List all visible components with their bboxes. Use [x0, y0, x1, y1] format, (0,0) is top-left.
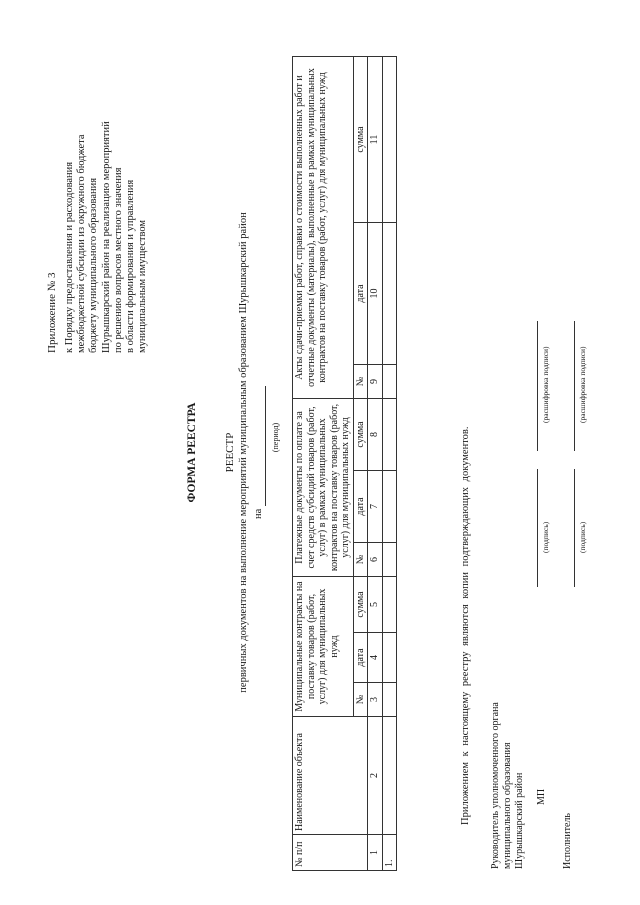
- period-line: [253, 0, 266, 905]
- executor-signature-line[interactable]: [574, 469, 575, 587]
- column-number: 10: [368, 222, 383, 364]
- head-label-line: Шурышкарский район: [514, 772, 525, 869]
- subheader-cell: сумма: [353, 56, 368, 222]
- header-contracts: Муниципальные контракты на поставку товаров (работ, услуг) для муниципальных нужд: [293, 576, 354, 716]
- row-object[interactable]: [382, 717, 397, 835]
- column-number: 6: [368, 542, 383, 576]
- head-decoding-line[interactable]: [537, 321, 538, 451]
- executor-label: Исполнитель: [562, 813, 573, 869]
- subheader-cell: №: [353, 364, 368, 398]
- column-number: 2: [368, 717, 383, 835]
- appendix-line: муниципальным имуществом: [137, 219, 149, 353]
- subheader-cell: дата: [353, 633, 368, 683]
- subheader-cell: дата: [353, 470, 368, 542]
- subheader-cell: №: [353, 683, 368, 717]
- head-label-line: Руководитель уполномоченного органа: [490, 702, 501, 869]
- appendix-line: по решению вопросов местного значения: [112, 167, 124, 353]
- register-table: [292, 56, 397, 871]
- period-blank[interactable]: [255, 386, 266, 506]
- head-label: [490, 669, 526, 869]
- header-num: № п/п: [293, 835, 368, 871]
- appendix-line: бюджету муниципального образования: [88, 177, 100, 353]
- appendix-line: к Порядку предоставления и расходования: [64, 161, 75, 353]
- table-cell[interactable]: [382, 222, 397, 364]
- subheader-cell: сумма: [353, 576, 368, 632]
- executor-signature-hint: (подпись): [578, 521, 587, 553]
- table-cell[interactable]: [382, 364, 397, 398]
- period-hint: (период): [271, 422, 280, 453]
- column-number: 7: [368, 470, 383, 542]
- table-cell[interactable]: [382, 398, 397, 470]
- executor-decoding-line[interactable]: [574, 321, 575, 451]
- header-acts: Акты сдачи-приемки работ, справки о стоимости выполненных работ и отчетные документы (материалы), выполненные в рамках муниципальных контрактов на поставку товаров (работ, услуг) для муниципальных нужд: [293, 56, 354, 398]
- register-title: РЕЕСТР: [224, 432, 236, 473]
- table-cell[interactable]: [382, 633, 397, 683]
- attachment-note: Приложением к настоящему реестру являются копии подтверждающих документов.: [460, 426, 471, 825]
- head-label-line: муниципального образования: [502, 742, 513, 869]
- header-payments: Платежные документы по оплате за счет средств субсидий товаров (работ, услуг) в рамках муниципальных контрактов на поставку товаров (работ, услуг) для муниципальных нужд: [293, 398, 354, 576]
- appendix-title: Приложение № 3: [46, 272, 58, 353]
- subheader-cell: сумма: [353, 398, 368, 470]
- column-number: 1: [368, 835, 383, 871]
- head-signature-line[interactable]: [537, 469, 538, 587]
- column-number: 3: [368, 683, 383, 717]
- column-numbers-row: [368, 56, 383, 870]
- table-header-row: [293, 56, 354, 870]
- appendix-line: Шурышкарский район на реализацию мероприятий: [100, 121, 112, 353]
- head-signature-hint: (подпись): [541, 521, 550, 553]
- column-number: 8: [368, 398, 383, 470]
- table-row: [382, 56, 397, 870]
- appendix-line: межбюджетной субсидии из окружного бюджета: [76, 134, 88, 353]
- register-subtitle: первичных документов на выполнение мероприятий муниципальным образованием Шурышкарский район: [238, 212, 249, 693]
- appendix-line: в области формирования и управления: [125, 179, 137, 353]
- period-on-label: на: [253, 508, 264, 519]
- table-cell[interactable]: [382, 683, 397, 717]
- column-number: 9: [368, 364, 383, 398]
- subheader-cell: дата: [353, 222, 368, 364]
- header-object: Наименование объекта: [293, 717, 368, 835]
- appendix-subtitle: [64, 23, 149, 353]
- head-decoding-hint: (расшифровка подписи): [541, 346, 550, 423]
- subheader-cell: №: [353, 542, 368, 576]
- column-number: 11: [368, 56, 383, 222]
- table-cell[interactable]: [382, 56, 397, 222]
- column-number: 4: [368, 633, 383, 683]
- executor-decoding-hint: (расшифровка подписи): [578, 346, 587, 423]
- table-cell[interactable]: [382, 576, 397, 632]
- column-number: 5: [368, 576, 383, 632]
- form-title: ФОРМА РЕЕСТРА: [186, 402, 198, 503]
- mp-stamp-label: МП: [536, 788, 547, 805]
- table-cell[interactable]: [382, 470, 397, 542]
- table-cell[interactable]: [382, 542, 397, 576]
- row-num: 1.: [382, 835, 397, 871]
